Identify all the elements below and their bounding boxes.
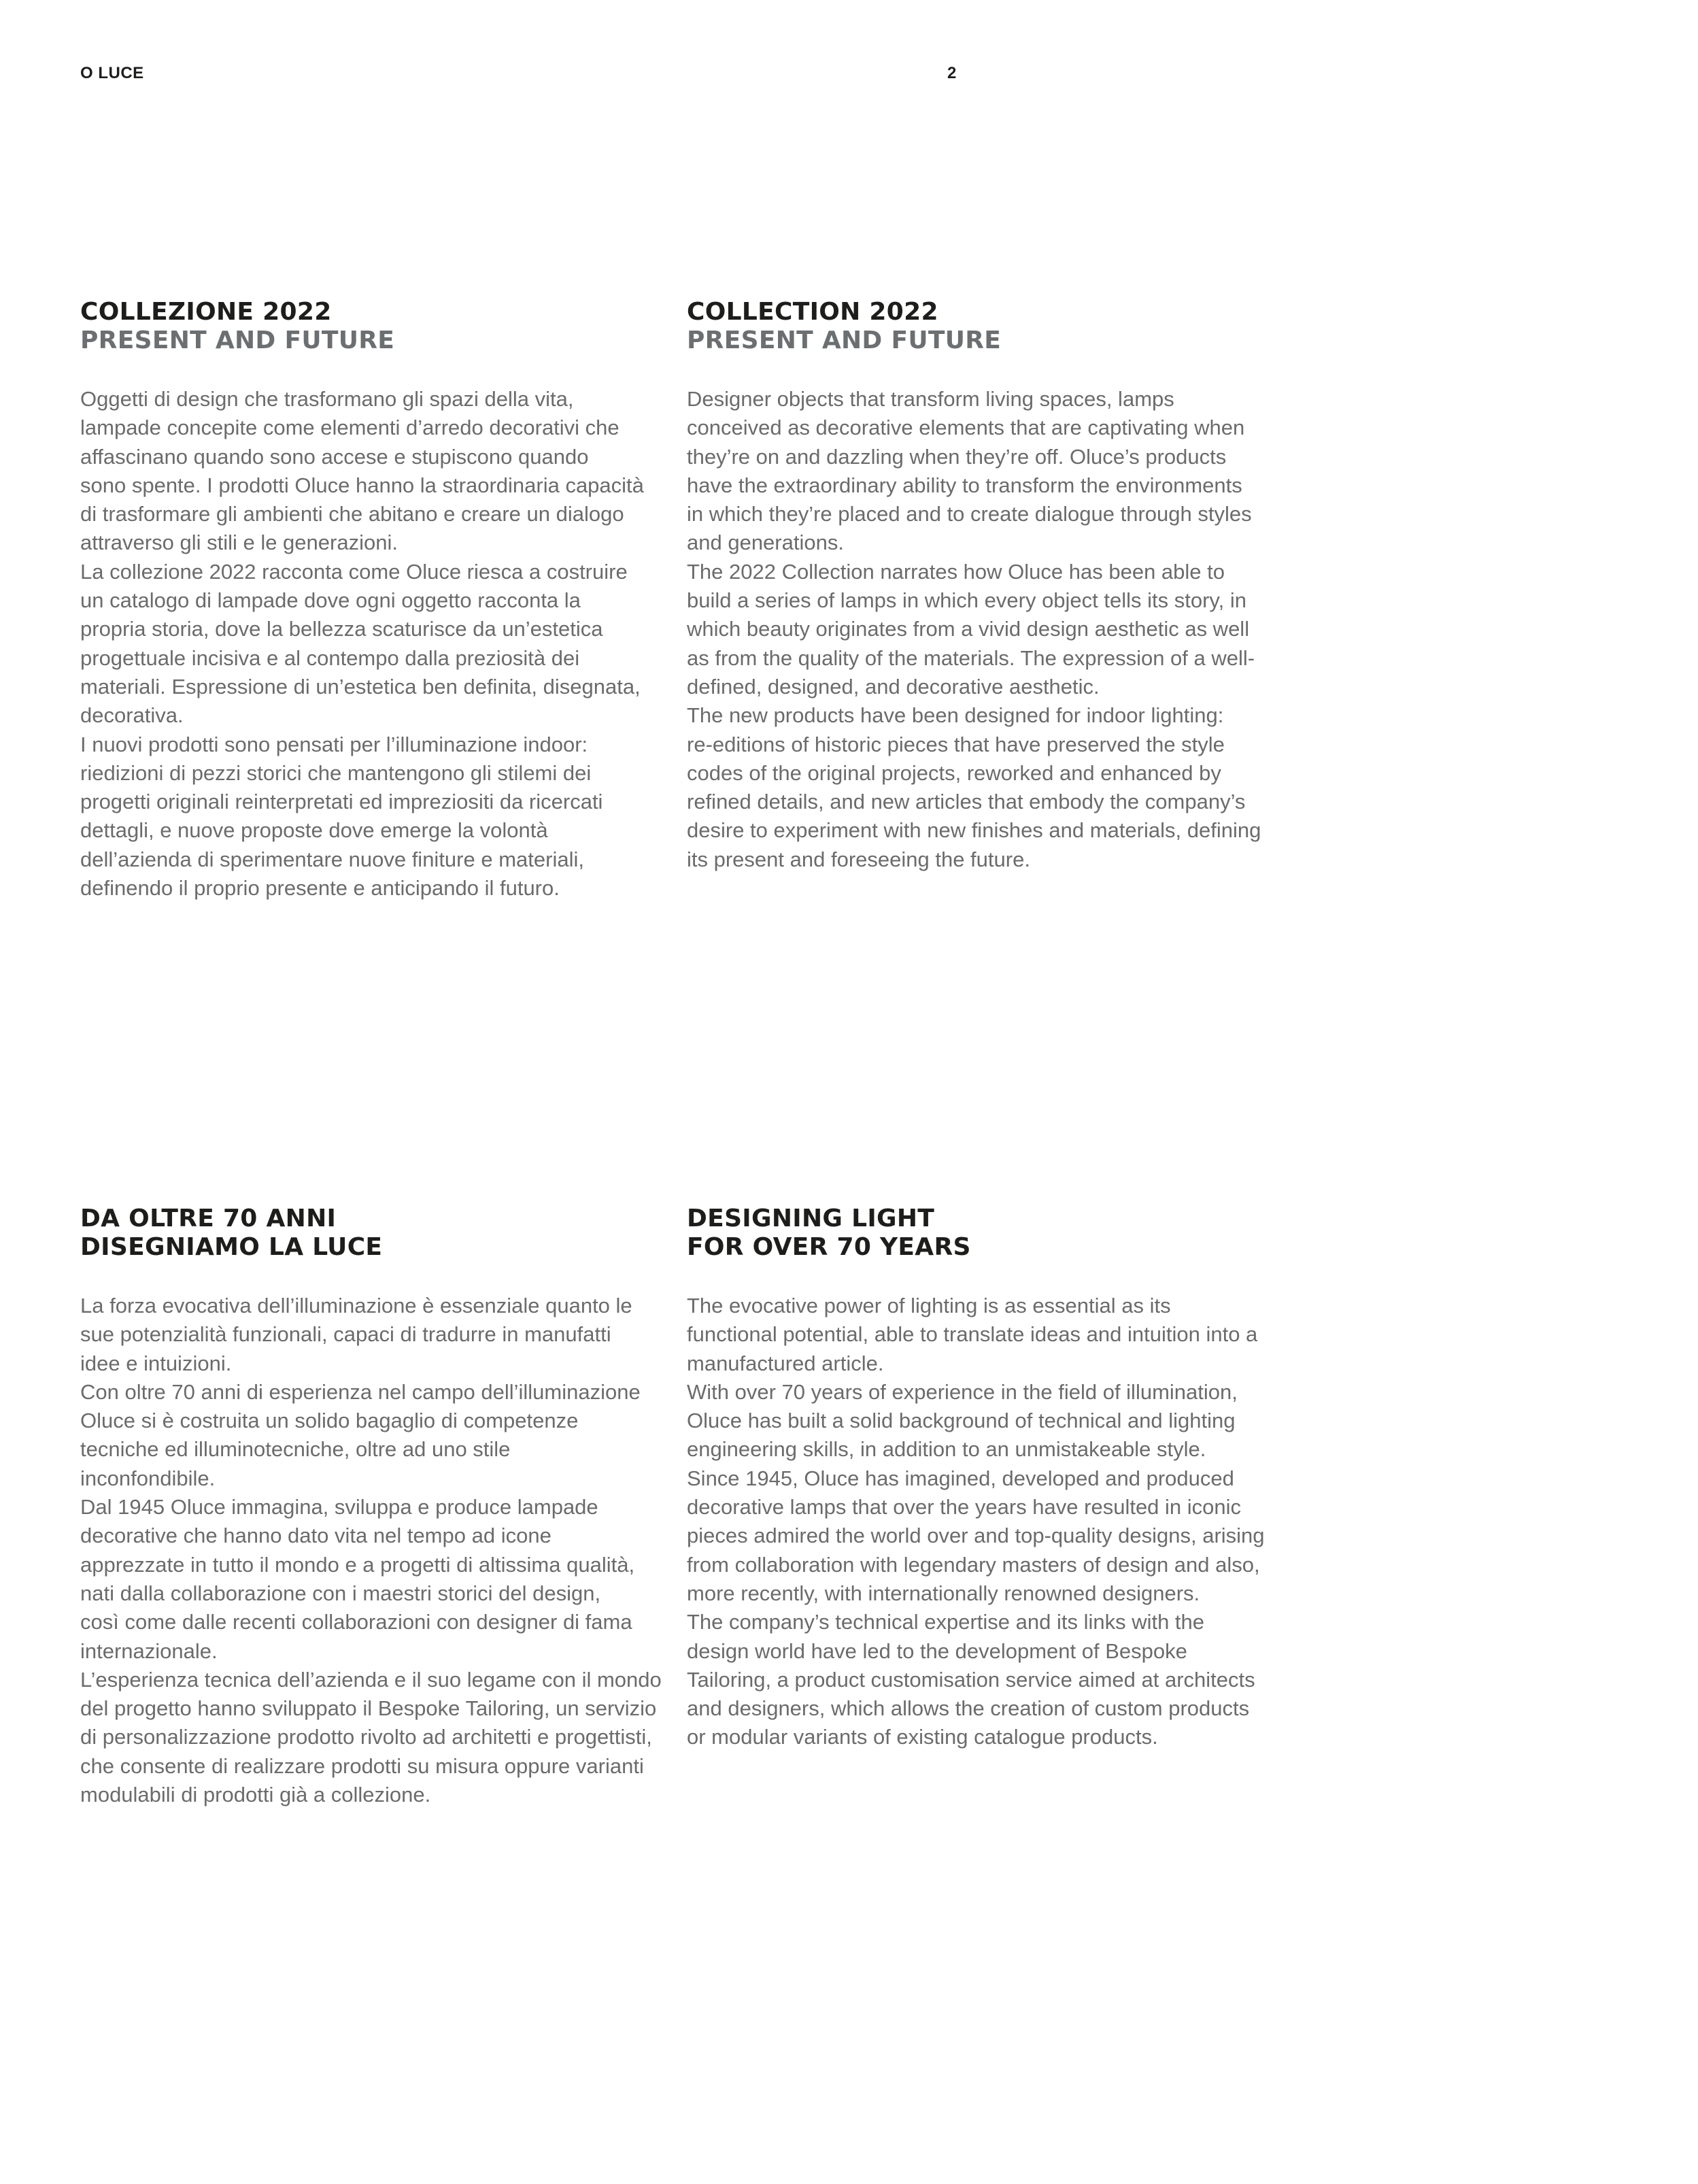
section-collection-2022 <box>687 298 1278 874</box>
paragraph: Con oltre 70 anni di esperienza nel campo dell’illuminazione Oluce si è costruita un solido bagaglio di competenze tecniche ed illuminotecniche, oltre ad uno stile inconfondibile. <box>80 1379 641 1490</box>
paragraph: Designer objects that transform living spaces, lamps conceived as decorative elements that are captivating when they’re on and dazzling when they’re off. Oluce’s products have the extraordinary ability to transform the environments in which they’re placed and to create dialogue through styles and generations. <box>687 387 1252 555</box>
title-line-2: PRESENT AND FUTURE <box>80 326 395 354</box>
paragraph: The company’s technical expertise and its links with the design world have led to the development of Bespoke Tailoring, a product customisation service aimed at architects and designers, which allows the creation of custom products or modular variants of existing catalogue products. <box>687 1610 1255 1749</box>
paragraph: The 2022 Collection narrates how Oluce has been able to build a series of lamps in which every object tells its story, in which beauty originates from a vivid design aesthetic as well as from the quality of the materials. The expression of a well- defined, designed, and decorative aesthetic. <box>687 559 1255 699</box>
section-title <box>80 298 672 355</box>
title-line-2: FOR OVER 70 YEARS <box>687 1233 971 1261</box>
title-line-2: DISEGNIAMO LA LUCE <box>80 1233 383 1261</box>
section-designing-light <box>687 1205 1278 1752</box>
paragraph: Oggetti di design che trasformano gli spazi della vita, lampade concepite come elementi d’arredo decorativi che affascinano quando sono accese e stupiscono quando sono spente. I prodotti Oluce hanno la straordinaria capacità di trasformare gli ambienti che abitano e creare un dialogo attraverso gli stili e le generazioni. <box>80 387 644 555</box>
title-line-1: COLLEZIONE 2022 <box>80 298 332 326</box>
section-title <box>687 298 1278 355</box>
paragraph: Since 1945, Oluce has imagined, developed and produced decorative lamps that over the years have resulted in iconic pieces admired the world over and top-quality designs, arising from collaboration with legendary masters of design and also, more recently, with internationally renowned designers. <box>687 1466 1265 1605</box>
title-line-2: PRESENT AND FUTURE <box>687 326 1002 354</box>
section-body <box>80 1292 672 1809</box>
paragraph: The evocative power of lighting is as essential as its functional potential, able to translate ideas and intuition into a manufactured article. <box>687 1294 1258 1375</box>
paragraph: La forza evocativa dell’illuminazione è essenziale quanto le sue potenzialità funzionali, capaci di tradurre in manufatti idee e intuizioni. <box>80 1294 632 1375</box>
paragraph: La collezione 2022 racconta come Oluce riesca a costruire un catalogo di lampade dove ogni oggetto racconta la propria storia, dove la bellezza scaturisce da un’estetica progettuale incisiva e al contempo dalla preziosità dei materiali. Espressione di un’estetica ben definita, disegnata, decorativa. <box>80 559 641 728</box>
page-number: 2 <box>947 64 957 82</box>
paragraph: I nuovi prodotti sono pensati per l’illuminazione indoor: riedizioni di pezzi storici che mantengono gli stilemi dei progetti originali reinterpretati ed impreziositi da ricercati dettagli, e nuove proposte dove emerge la volontà dell’azienda di sperimentare nuove finiture e materiali, definendo il proprio presente e anticipando il futuro. <box>80 732 603 901</box>
brand-name: O LUCE <box>80 64 144 82</box>
section-da-oltre-70-anni <box>80 1205 672 1809</box>
paragraph: With over 70 years of experience in the field of illumination, Oluce has built a solid background of technical and lighting engineering skills, in addition to an unmistakeable style. <box>687 1379 1238 1462</box>
section-body <box>80 385 672 903</box>
paragraph: Dal 1945 Oluce immagina, sviluppa e produce lampade decorative che hanno dato vita nel tempo ad icone apprezzate in tutto il mondo e a progetti di altissima qualità, nati dalla collaborazione con i maestri storici del design, così come dalle recenti collaborazioni con designer di fama internazionale. <box>80 1495 635 1663</box>
title-line-1: DESIGNING LIGHT <box>687 1205 935 1232</box>
section-title <box>80 1205 672 1262</box>
paragraph: The new products have been designed for indoor lighting: re-editions of historic pieces that have preserved the style codes of the original projects, reworked and enhanced by refined details, and new articles that embody the company’s desire to experiment with new finishes and materials, defining its present and foreseeing the future. <box>687 703 1261 871</box>
section-title <box>687 1205 1278 1262</box>
title-line-1: DA OLTRE 70 ANNI <box>80 1205 337 1232</box>
title-line-1: COLLECTION 2022 <box>687 298 938 326</box>
section-body <box>687 385 1278 874</box>
paragraph: L’esperienza tecnica dell’azienda e il suo legame con il mondo del progetto hanno sviluppato il Bespoke Tailoring, un servizio di personalizzazione prodotto rivolto ad architetti e progettisti, che consente di realizzare prodotti su misura oppure varianti modulabili di prodotti già a collezione. <box>80 1667 662 1807</box>
section-collezione-2022 <box>80 298 672 903</box>
section-body <box>687 1292 1278 1752</box>
